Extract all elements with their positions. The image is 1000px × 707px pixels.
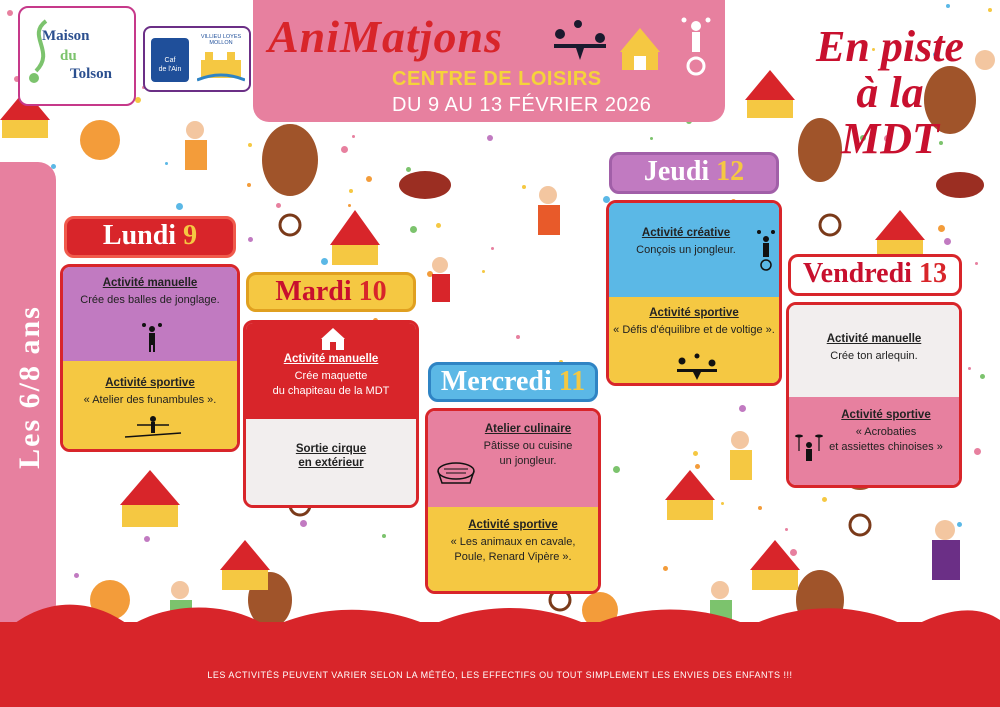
activity-text: Crée ton arlequin. bbox=[830, 350, 918, 362]
maison-du-tolson-logo bbox=[18, 6, 136, 106]
activity-heading-2: en extérieur bbox=[298, 457, 364, 469]
logo-line2: du bbox=[60, 48, 77, 64]
village-name: VILLIEU LOYES MOLLON bbox=[200, 34, 242, 46]
activity-text-2: Poule, Renard Vipère ». bbox=[454, 551, 572, 563]
activity-section bbox=[63, 267, 237, 361]
day-label-mercredi bbox=[428, 362, 598, 402]
day-card-lundi bbox=[60, 264, 240, 452]
activity-text-2: et assiettes chinoises » bbox=[829, 441, 943, 453]
caf-name: Caf bbox=[164, 57, 176, 64]
header-dates: DU 9 AU 13 FÉVRIER 2026 bbox=[392, 94, 652, 116]
pie-icon bbox=[436, 459, 476, 487]
activity-text: Conçois un jongleur. bbox=[636, 244, 736, 256]
day-card-vendredi bbox=[786, 302, 962, 488]
header-subtitle: CENTRE DE LOISIRS bbox=[392, 68, 602, 90]
header-icons bbox=[548, 16, 728, 76]
activity-text: « Défis d'équilibre et de voltige ». bbox=[613, 324, 775, 336]
day-number: 10 bbox=[358, 276, 387, 307]
activity-heading: Atelier culinaire bbox=[484, 423, 572, 435]
day-label-jeudi bbox=[609, 152, 779, 194]
day-name: Jeudi bbox=[643, 156, 710, 187]
activity-text-2: un jongleur. bbox=[499, 455, 557, 467]
day-card-jeudi bbox=[606, 200, 782, 386]
activity-heading: Activité manuelle bbox=[102, 277, 198, 289]
caf-sub: de l'Ain bbox=[158, 66, 182, 73]
activity-heading: Activité sportive bbox=[105, 377, 195, 389]
seesaw-icon bbox=[675, 353, 719, 381]
activity-text: « Les animaux en cavale, bbox=[450, 536, 576, 548]
caf-logo bbox=[151, 38, 189, 82]
activity-section bbox=[609, 203, 779, 297]
activity-text: Pâtisse ou cuisine bbox=[483, 440, 573, 452]
seesaw-icon bbox=[554, 20, 606, 60]
day-number: 11 bbox=[558, 366, 586, 397]
circus-tent-icon bbox=[320, 327, 346, 351]
activity-text-2: du chapiteau de la MDT bbox=[272, 385, 390, 397]
activity-section bbox=[428, 507, 598, 594]
activity-text: « Atelier des funambules ». bbox=[83, 394, 217, 406]
unicycle-juggler-icon bbox=[682, 18, 711, 75]
day-number: 12 bbox=[716, 156, 745, 187]
juggler-icon bbox=[755, 229, 777, 271]
slogan-line1: En piste bbox=[816, 22, 964, 71]
juggler-icon bbox=[141, 323, 163, 353]
tightrope-icon bbox=[123, 415, 183, 445]
activity-heading: Activité sportive bbox=[841, 409, 931, 421]
day-label-vendredi bbox=[788, 254, 962, 296]
day-label-lundi bbox=[64, 216, 236, 258]
activity-section bbox=[789, 397, 959, 488]
logo-swirl-icon bbox=[26, 16, 56, 86]
plate-spinning-icon bbox=[795, 433, 823, 467]
activity-heading: Activité sportive bbox=[468, 519, 558, 531]
activity-section bbox=[789, 305, 959, 397]
activity-section bbox=[246, 419, 416, 508]
slogan bbox=[806, 24, 974, 162]
activity-heading: Sortie cirque bbox=[295, 443, 367, 455]
day-name: Mardi bbox=[275, 276, 352, 307]
day-number: 13 bbox=[918, 258, 947, 289]
page-title: AniMatjons bbox=[268, 11, 503, 62]
circus-tent-icon bbox=[620, 28, 660, 70]
day-label-mardi bbox=[246, 272, 416, 312]
activity-heading: Activité manuelle bbox=[283, 353, 379, 365]
activity-section bbox=[609, 297, 779, 386]
activity-text: Crée maquette bbox=[294, 370, 368, 382]
day-number: 9 bbox=[183, 220, 198, 251]
age-label: Les 6/8 ans bbox=[13, 305, 46, 469]
castle-icon bbox=[197, 46, 245, 82]
day-name: Mercredi bbox=[440, 366, 552, 397]
logo-line1: Maison bbox=[42, 28, 90, 44]
activity-section bbox=[246, 323, 416, 419]
slogan-line2: à la MDT bbox=[841, 68, 939, 163]
activity-heading: Activité manuelle bbox=[826, 333, 922, 345]
activity-text: « Acrobaties bbox=[855, 426, 917, 438]
day-name: Vendredi bbox=[803, 258, 912, 289]
activity-heading: Activité sportive bbox=[649, 307, 739, 319]
day-card-mercredi bbox=[425, 408, 601, 594]
activity-text: Crée des balles de jonglage. bbox=[80, 294, 220, 306]
activity-section bbox=[428, 411, 598, 507]
logo-line3: Tolson bbox=[70, 66, 112, 82]
bottom-banner bbox=[0, 622, 1000, 707]
caf-village-logos bbox=[143, 26, 251, 92]
activity-section bbox=[63, 361, 237, 452]
day-name: Lundi bbox=[102, 220, 177, 251]
footer-note: LES ACTIVITÉS PEUVENT VARIER SELON LA MÉTÉO, LES EFFECTIFS OU TOUT SIMPLEMENT LES ENVIES DES ENFANTS !!! bbox=[207, 670, 793, 680]
day-card-mardi bbox=[243, 320, 419, 508]
activity-heading: Activité créative bbox=[641, 227, 731, 239]
